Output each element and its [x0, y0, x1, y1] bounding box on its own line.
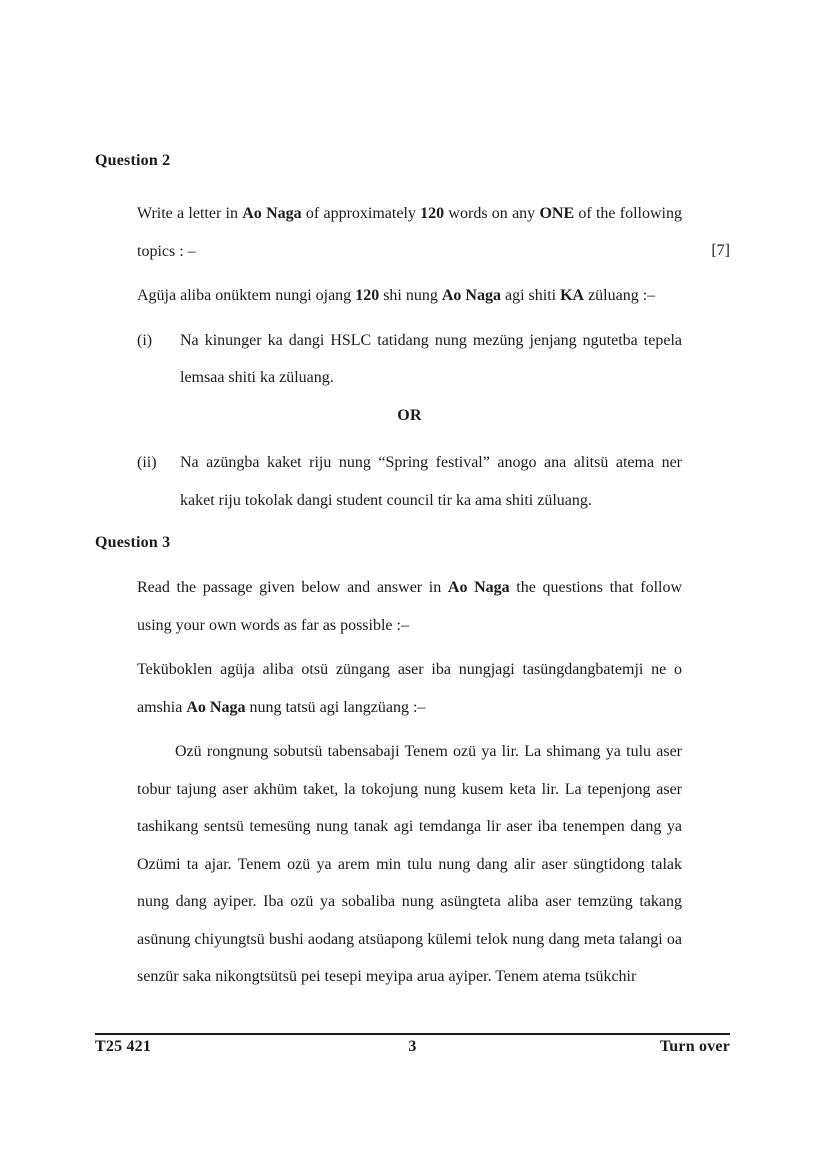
option-ii-label: (ii) [137, 454, 157, 471]
question-2-section [95, 150, 730, 519]
page-footer [95, 1033, 730, 1056]
q2-translation-paragraph: Agüja aliba onüktem nungi ojang 120 shi nung Ao Naga agi shiti KA züluang :– [137, 287, 656, 304]
option-i-label: (i) [137, 331, 153, 349]
option-ii-text: Na azüngba kaket riju nung “Spring festival” anogo ana alitsü atema ner kaket riju tokolak dangi student council tir ka ama shiti züluang. [180, 454, 682, 509]
q2-option-ii [137, 444, 682, 519]
q2-intro-paragraph: Write a letter in Ao Naga of approximately 120 words on any ONE of the following topics : – [137, 205, 682, 260]
q3-reading-passage: Ozü rongnung sobutsü tabensabaji Tenem ozü ya lir. La shimang ya tulu aser tobur tajung aser akhüm taket, la tokojung nung kusem keta lir. La tepenjong aser tashikang sentsü temesüng nung tanak agi temdanga lir aser iba tenempen dang ya Ozümi ta ajar. Tenem ozü ya arem min tulu nung dang alir aser süngtidong talak nung dang ayiper. Iba ozü ya sobaliba nung asüngteta aliba aser temzüng takang asünung chiyungtsü bushi aodang atsüapong külemi telok nung dang meta talangi oa senzür saka nikongtsütsü pei tesepi meyipa arua ayiper. Tenem atema tsükchir [137, 743, 682, 985]
or-separator: OR [397, 406, 422, 424]
marks-label: [7] [711, 242, 730, 259]
q2-option-i [137, 322, 682, 397]
option-i-text: Na kinunger ka dangi HSLC tatidang nung mezüng jenjang ngutetba tepela lemsaa shiti ka züluang. [180, 331, 682, 386]
paper-code: T25 421 [95, 1038, 152, 1055]
question-3-heading: Question 3 [95, 534, 171, 551]
question-2-heading: Question 2 [95, 152, 171, 169]
q2-intro-block [137, 195, 730, 270]
q3-instruction-paragraph: Read the passage given below and answer in Ao Naga the questions that follow using your own words as far as possible :– [137, 579, 683, 634]
question-3-body [137, 569, 682, 996]
question-3-section [95, 532, 730, 996]
q3-translation-paragraph: Teküboklen agüja aliba otsü züngang aser iba nungjagi tasüngdangbatemji ne o amshia Ao Naga nung tatsü agi langzüang :– [137, 661, 682, 716]
question-2-body [137, 195, 730, 519]
page-content [95, 150, 730, 996]
turn-over-label: Turn over [659, 1038, 731, 1055]
page-number: 3 [408, 1038, 417, 1055]
